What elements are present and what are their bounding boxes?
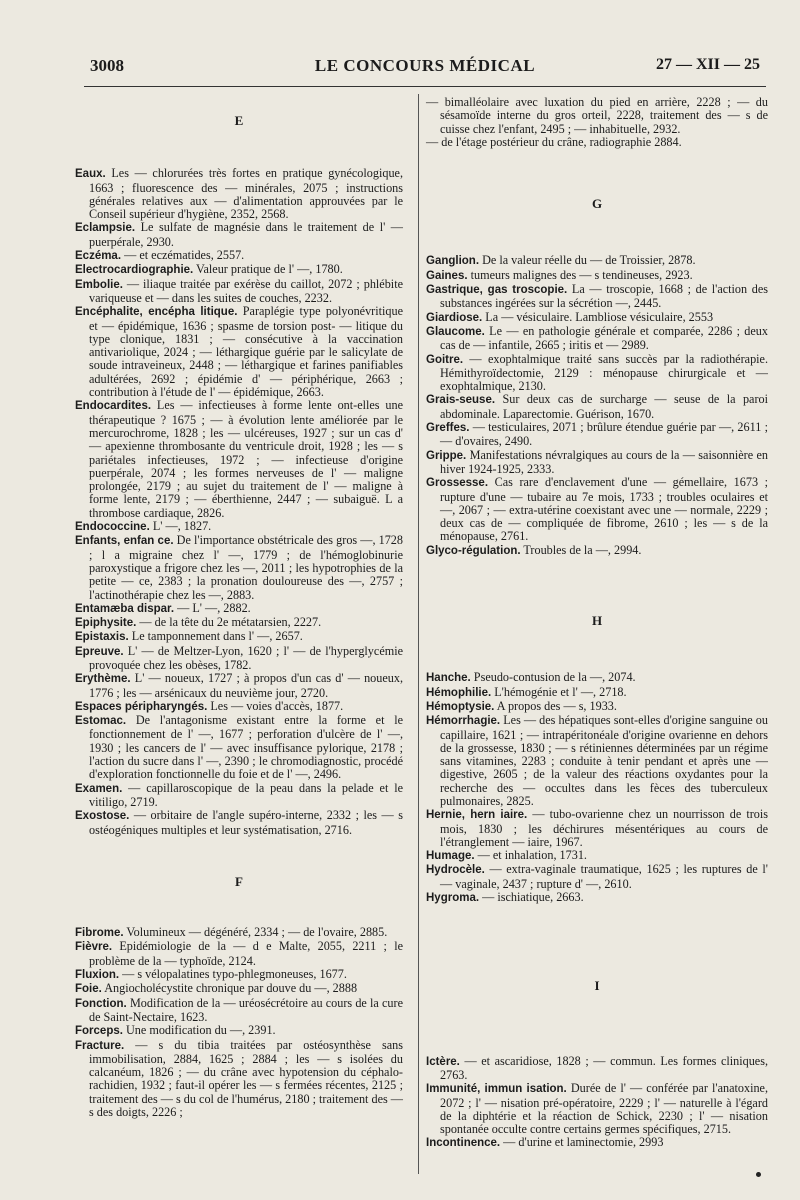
entry-text: Les — voies d'accès, 1877. bbox=[207, 698, 344, 713]
entry-text: De la valeur réelle du — de Troissier, 2878. bbox=[479, 253, 696, 268]
entry-heading: Entamæba dispar. bbox=[75, 602, 175, 615]
index-entry bbox=[426, 476, 768, 543]
entry-text: — s vélopalatines typo-phlegmoneuses, 1677. bbox=[119, 967, 347, 982]
entry-heading: Endocardites. bbox=[75, 400, 152, 413]
entry-heading: Humage. bbox=[426, 850, 475, 863]
entry-heading: Eclampsie. bbox=[75, 222, 136, 235]
index-entry bbox=[75, 630, 403, 644]
entry-text: A propos des — s, 1933. bbox=[494, 698, 617, 713]
entry-text: — testiculaires, 2071 ; brûlure étendue guérie par —, 2611 ; — d'ovaires, 2490. bbox=[440, 420, 768, 449]
entry-text: — de la tête du 2e métatarsien, 2227. bbox=[136, 615, 322, 630]
entry-heading: Forceps. bbox=[75, 1025, 123, 1038]
index-entry bbox=[426, 1055, 768, 1083]
entry-text: Troubles de la —, 2994. bbox=[520, 542, 642, 557]
entry-heading: Giardiose. bbox=[426, 311, 483, 324]
index-entry bbox=[75, 809, 403, 837]
entry-text: Angiocholécystite chronique par douve du —, 2888 bbox=[101, 981, 358, 996]
entry-heading: Encéphalite, encépha litique. bbox=[75, 306, 238, 319]
entry-text: — tubo-ovarienne chez un nourrisson de trois mois, 1830 ; les déchirures mésentériques au cours de l'étranglement — iaire, 1967. bbox=[440, 807, 768, 849]
entry-text: Sur deux cas de surcharge — seuse de la paroi abdominale. Laparectomie. Guérison, 1670. bbox=[440, 392, 768, 421]
index-entry bbox=[75, 399, 403, 520]
entry-heading: Electrocardiographie. bbox=[75, 264, 194, 277]
entry-heading: Espaces péripharyngés. bbox=[75, 700, 208, 713]
index-entry bbox=[75, 249, 403, 263]
entry-heading: Fracture. bbox=[75, 1039, 125, 1052]
entry-text: Paraplégie type polyonévritique et — épidémique, 1636 ; spasme de torsion post- — litique du type clonique, 1831 ; — consécutive à la vaccination antivariolique, 2024 ; — léthargique guérie par le salicylate de soude intraveineux, 2448 ; — léthargique et farines panifiables adultérées, 2692 ; épidémie d' — périphérique, 2663 ; contribution à l'étude de l' — épidémique, 2663. bbox=[89, 304, 403, 400]
entry-text: La — troscopie, 1668 ; de l'action des substances ingérées sur la sécrétion —, 2445. bbox=[440, 282, 768, 311]
entry-heading: Gastrique, gas troscopie. bbox=[426, 284, 568, 297]
ink-spot bbox=[756, 1172, 761, 1177]
section-letter-f: F bbox=[235, 873, 243, 889]
index-entry bbox=[426, 808, 768, 849]
entry-text: — exophtalmique traité sans succès par la radiothérapie. Hémithyroïdectomie, 2129 : ménopause chirurgicale et — exophtalmique, 2130. bbox=[440, 351, 768, 394]
entry-text: Les — chlorurées très fortes en pratique gynécologique, 1663 ; fluorescence des — minérales, 2075 ; instructions générales relatives aux — d'alimentation approuvées par le Conseil supérieur d'hygiène, 2352, 2568. bbox=[89, 166, 403, 222]
entry-text: — L' —, 2882. bbox=[174, 600, 251, 615]
entry-text: Le — en pathologie générale et comparée, 2286 ; deux cas de — infantile, 2665 ; iritis et — 2989. bbox=[440, 323, 768, 353]
index-entry bbox=[426, 671, 768, 685]
index-entry bbox=[426, 96, 768, 136]
index-entry bbox=[426, 421, 768, 449]
entry-heading: Fibrome. bbox=[75, 927, 124, 940]
entry-text: Les — des hépatiques sont-elles d'origine sanguine ou capillaire, 1621 ; — intrapéritonéale d'origine ovarienne en dehors de la grossesse, 1830 ; — s rétiniennes déterminées par un régime sans vitamines, 2283 ; conduite à tenir pendant et après une — digestive, 2605 ; de la valeur des réactions oxydantes pour la recherche des — occultes dans les fèces des tuberculeux pulmonaires, 2825. bbox=[440, 713, 768, 808]
entry-heading: Enfants, enfan ce. bbox=[75, 535, 174, 548]
entry-heading: Erythème. bbox=[75, 673, 131, 686]
entry-heading: Epiphysite. bbox=[75, 617, 137, 630]
entry-heading: Grais-seuse. bbox=[426, 394, 496, 407]
index-entry bbox=[75, 1024, 403, 1038]
entry-heading: Examen. bbox=[75, 782, 123, 795]
column-divider bbox=[418, 94, 419, 1174]
entry-text: — et ascaridiose, 1828 ; — commun. Les formes cliniques, 2763. bbox=[440, 1053, 768, 1082]
index-entry bbox=[75, 305, 403, 399]
entry-heading: Hémophilie. bbox=[426, 686, 492, 699]
entry-text: De l'antagonisme existant entre la forme et le fonctionnement de l' —, 1677 ; perforation d'ulcère de l' —, 1930 ; les cancers de l' — avec insuffisance pylorique, 2178 ; l'action du sucre dans l' —, 2390 ; le chromodiagnostic, procédé d'exploration fonctionnelle du foie et de l' —, 2496. bbox=[89, 713, 403, 782]
journal-title: LE CONCOURS MÉDICAL bbox=[314, 56, 536, 75]
entry-heading: Immunité, immun isation. bbox=[426, 1083, 567, 1096]
entry-text: — capillaroscopique de la peau dans la pelade et le vitiligo, 2719. bbox=[89, 780, 403, 809]
entry-heading: Hémorrhagie. bbox=[426, 715, 501, 728]
entry-heading: Ictère. bbox=[426, 1055, 460, 1068]
entry-heading: Eaux. bbox=[75, 168, 106, 181]
entry-text: — s du tibia traitées par ostéosynthèse sans immobilisation, 2884, 1625 ; 2884 ; les — s isolées du calcanéum, 1826 ; — du crâne avec hypotension du céphalo-rachidien, 1932 ; faut-il opérer les — s fermées récentes, 2125 ; traitement des — s du col de l'humérus, 2180 ; traitement des — s des doigts, 2226 ; bbox=[89, 1037, 403, 1119]
index-entry bbox=[426, 1082, 768, 1136]
entry-heading: Grippe. bbox=[426, 449, 467, 462]
entry-heading: Grossesse. bbox=[426, 477, 489, 490]
entry-text: Une modification du —, 2391. bbox=[122, 1023, 276, 1038]
entry-text: L' — de Meltzer-Lyon, 1620 ; l' — de l'hyperglycémie provoquée chez les obèses, 1782. bbox=[89, 643, 403, 672]
index-entry bbox=[75, 714, 403, 781]
section-letter-h: H bbox=[591, 613, 603, 629]
index-entry bbox=[426, 269, 768, 283]
index-entry bbox=[426, 254, 768, 268]
index-entry bbox=[75, 263, 403, 277]
index-entry bbox=[75, 221, 403, 249]
index-entry bbox=[75, 782, 403, 810]
entry-text: — d'urine et laminectomie, 2993 bbox=[500, 1135, 664, 1150]
entry-heading: Incontinence. bbox=[426, 1137, 501, 1150]
index-entry bbox=[426, 544, 768, 558]
entry-text: — bimalléolaire avec luxation du pied en arrière, 2228 ; — du sésamoïde interne du gros orteil, 2228, traitement des — s de cuisse chez l'enfant, 2495 ; — inhabituelle, 2932. bbox=[426, 95, 768, 136]
entry-heading: Endococcine. bbox=[75, 521, 150, 534]
index-entry bbox=[426, 700, 768, 714]
right-column bbox=[426, 96, 768, 1151]
entry-text: La — vésiculaire. Lambliose vésiculaire, 2553 bbox=[482, 309, 714, 324]
entry-text: Valeur pratique de l' —, 1780. bbox=[193, 262, 343, 277]
entry-text: L'hémogénie et l' —, 2718. bbox=[491, 684, 627, 699]
index-entry bbox=[426, 891, 768, 905]
entry-heading: Hydrocèle. bbox=[426, 864, 485, 877]
index-entry bbox=[75, 940, 403, 968]
entry-heading: Exostose. bbox=[75, 810, 130, 823]
index-entry bbox=[75, 700, 403, 714]
index-entry bbox=[75, 278, 403, 306]
index-entry bbox=[75, 602, 403, 616]
entry-text: Pseudo-contusion de la —, 2074. bbox=[470, 670, 636, 685]
index-entry bbox=[426, 1136, 768, 1150]
entry-text: tumeurs malignes des — s tendineuses, 2923. bbox=[467, 267, 693, 282]
index-entry bbox=[75, 645, 403, 673]
entry-text: Modification de la — uréosécrétoire au cours de la cure de Saint-Nectaire, 1623. bbox=[89, 995, 403, 1024]
entry-heading: Eczéma. bbox=[75, 250, 122, 263]
index-entry bbox=[426, 353, 768, 394]
entry-heading: Glyco-régulation. bbox=[426, 544, 521, 557]
entry-text: — extra-vaginale traumatique, 1625 ; les ruptures de l' — vaginale, 2437 ; rupture d' —, 2610. bbox=[440, 862, 768, 891]
index-entry bbox=[426, 863, 768, 891]
entry-text: Cas rare d'enclavement d'une — gémellaire, 1673 ; rupture d'une — tubaire au 7e mois, 1733 ; troubles oculaires et —, 2067 ; — extra-utérine coexistant avec une — normale, 2229 ; deux cas de — compliquée de fibrome, 2610 ; les — s de la ménopause, 2761. bbox=[440, 475, 768, 544]
entry-text: Le sulfate de magnésie dans le traitement de l' — puerpérale, 2930. bbox=[89, 220, 403, 249]
entry-heading: Fièvre. bbox=[75, 941, 113, 954]
index-entry bbox=[426, 849, 768, 863]
entry-text: — et inhalation, 1731. bbox=[474, 848, 587, 863]
entry-heading: Epistaxis. bbox=[75, 631, 129, 644]
entry-heading: Hanche. bbox=[426, 672, 471, 685]
section-letter-i: I bbox=[594, 978, 600, 994]
entry-heading: Fonction. bbox=[75, 997, 127, 1010]
issue-date: 27 — XII — 25 bbox=[655, 56, 760, 73]
entry-heading: Hémoptysie. bbox=[426, 700, 495, 713]
header-rule bbox=[84, 86, 766, 87]
index-entry bbox=[426, 714, 768, 808]
index-entry bbox=[426, 393, 768, 421]
index-entry bbox=[75, 982, 403, 996]
index-entry bbox=[75, 616, 403, 630]
entry-heading: Foie. bbox=[75, 983, 102, 996]
entry-heading: Goitre. bbox=[426, 353, 464, 366]
index-entry bbox=[426, 325, 768, 353]
index-entry bbox=[75, 534, 403, 601]
entry-heading: Hygroma. bbox=[426, 892, 480, 905]
entry-text: — et eczématides, 2557. bbox=[121, 248, 245, 263]
entry-text: — ischiatique, 2663. bbox=[479, 890, 584, 905]
entry-heading: Glaucome. bbox=[426, 325, 485, 338]
entry-text: Volumineux — dégénéré, 2334 ; — de l'ovaire, 2885. bbox=[123, 925, 388, 940]
index-entry bbox=[426, 686, 768, 700]
index-entry bbox=[75, 997, 403, 1025]
index-entry bbox=[75, 1039, 403, 1120]
index-entry bbox=[426, 311, 768, 325]
page-number: 3008 bbox=[90, 56, 124, 75]
entry-heading: Epreuve. bbox=[75, 645, 124, 658]
index-entry bbox=[75, 926, 403, 940]
index-entry bbox=[75, 167, 403, 221]
index-entry bbox=[75, 672, 403, 700]
entry-text: Le tamponnement dans l' —, 2657. bbox=[128, 629, 303, 644]
page-header bbox=[90, 56, 760, 82]
left-column bbox=[75, 96, 403, 1119]
index-entry bbox=[75, 520, 403, 534]
entry-text: L' — noueux, 1727 ; à propos d'un cas d' — noueux, 1776 ; les — arsénicaux du neuvième jour, 2720. bbox=[89, 671, 403, 700]
entry-text: L' —, 1827. bbox=[149, 519, 212, 534]
entry-text: — de l'étage postérieur du crâne, radiographie 2884. bbox=[426, 134, 682, 149]
entry-text: Manifestations névralgiques au cours de la — saisonnière en hiver 1924-1925, 2333. bbox=[440, 447, 768, 476]
section-letter-e: E bbox=[234, 113, 244, 128]
entry-text: De l'importance obstétricale des gros —, 1728 ; l a migraine chez l' —, 1779 ; de l'hémoglobinurie paroxystique a frigore chez les —, 2011 ; les hypotrophies de la petite — ce, 2383 ; la pronation douloureuse des —, 2757 ; l'actinothérapie chez les —, 2883. bbox=[89, 533, 403, 602]
entry-heading: Greffes. bbox=[426, 422, 470, 435]
entry-text: Les — infectieuses à forme lente ont-elles une thérapeutique ? 1675 ; — à évolution lente améliorée par le mercurochrome, 1828 ; les — ulcéreuses, 1927 ; sur un cas d' — apexienne thrombosante du ventricule droit, 1928 ; les — s pariétales infectieuses, 1972 ; — infectieuse d'origine puerpérale, 2074 ; les formes nerveuses de l' — maligne prolongée, 2179 ; au sujet du traitement de l' — maligne à forme lente, 2179 ; — éberthienne, 2447 ; — subaiguë. L a thrombose cardiaque, 2826. bbox=[89, 398, 403, 520]
section-letter-g: G bbox=[591, 196, 603, 212]
entry-heading: Estomac. bbox=[75, 715, 127, 728]
entry-heading: Ganglion. bbox=[426, 255, 480, 268]
entry-text: Durée de l' — conférée par l'anatoxine, 2072 ; l' — nisation pré-opératoire, 2229 ; l' — naturelle à l'égard de la diphtérie et la réaction de Schick, 2230 ; l' — nisation spontanée occulte contre certains germes spécifiques, 2715. bbox=[440, 1081, 768, 1137]
entry-heading: Fluxion. bbox=[75, 969, 120, 982]
entry-heading: Gaines. bbox=[426, 269, 468, 282]
index-entry bbox=[75, 968, 403, 982]
index-entry bbox=[426, 136, 768, 149]
entry-heading: Hernie, hern iaire. bbox=[426, 809, 528, 822]
entry-text: Epidémiologie de la — d e Malte, 2055, 2211 ; le problème de la — typhoïde, 2124. bbox=[89, 939, 403, 968]
entry-heading: Embolie. bbox=[75, 278, 123, 291]
index-entry bbox=[426, 449, 768, 477]
entry-text: — iliaque traitée par exérèse du caillot, 2072 ; phlébite variqueuse et — dans les suites de couches, 2232. bbox=[89, 276, 403, 305]
index-entry bbox=[426, 283, 768, 311]
entry-text: — orbitaire de l'angle supéro-interne, 2332 ; les — s ostéogéniques multiples et leur systématisation, 2716. bbox=[89, 808, 403, 837]
